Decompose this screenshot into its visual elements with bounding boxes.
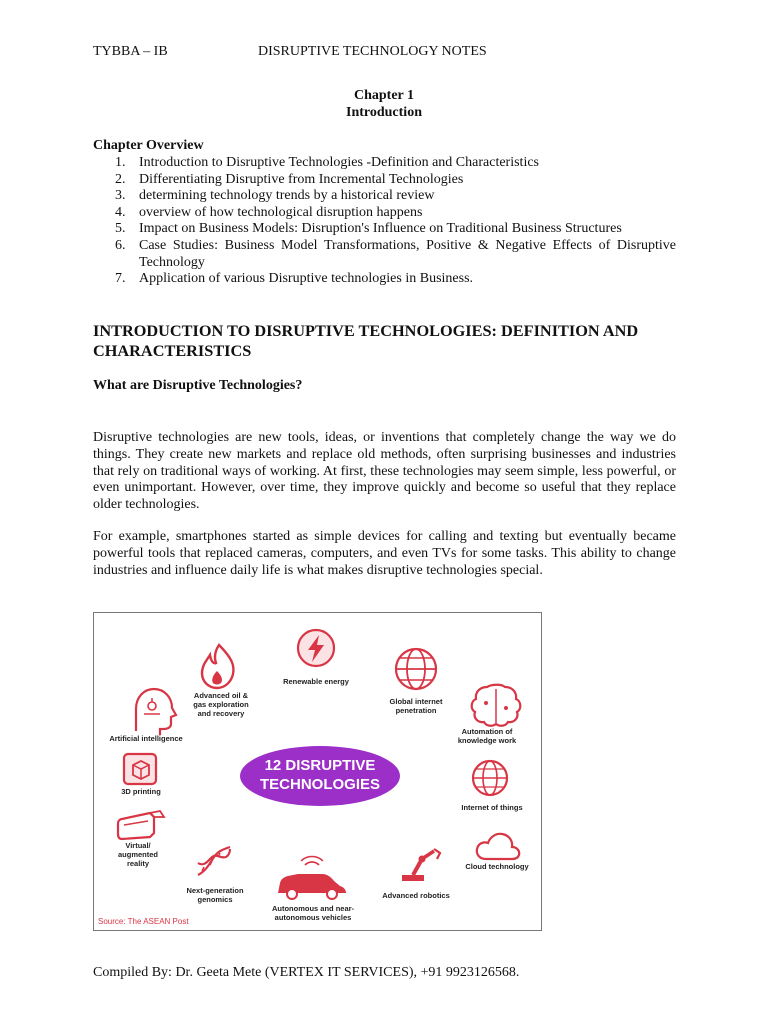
label-internet-1: Global internet [389, 697, 443, 706]
robot-head-icon [136, 689, 176, 735]
overview-item [93, 172, 676, 189]
chapter-title: Introduction [346, 105, 422, 120]
overview-item-text: determining technology trends by a historical review [139, 188, 435, 204]
label-vehicles-1: Autonomous and near- [271, 904, 355, 913]
figure-canvas [94, 613, 541, 930]
overview-item [93, 238, 676, 271]
label-vr-1: Virtual/ [125, 841, 151, 850]
iot-globe-icon [473, 761, 507, 795]
page-footer: Compiled By: Dr. Geeta Mete (VERTEX IT SERVICES), +91 9923126568. [93, 965, 520, 980]
overview-item-number: 3. [115, 188, 126, 204]
overview-item [93, 155, 676, 172]
overview-item-text: overview of how technological disruption happens [139, 204, 423, 220]
overview-item-text: Introduction to Disruptive Technologies -Definition and Characteristics [139, 155, 539, 170]
label-genomics-1: Next-generation [186, 886, 244, 895]
section-heading: INTRODUCTION TO DISRUPTIVE TECHNOLOGIES: DEFINITION AND CHARACTERISTICS [93, 321, 639, 360]
overview-item-text: Case Studies: Business Model Transformations, Positive & Negative Effects of Disruptive Technology [139, 237, 676, 270]
overview-item-text: Impact on Business Models: Disruption's Influence on Traditional Business Structures [139, 221, 622, 237]
overview-item-number: 7. [115, 271, 126, 287]
overview-item-number: 4. [115, 204, 126, 220]
chapter-overview-list [93, 155, 676, 288]
label-vr-2: augmented [117, 850, 159, 859]
overview-item-number: 6. [115, 237, 126, 253]
robot-arm-icon [402, 849, 440, 881]
cloud-icon [477, 834, 519, 859]
3d-printer-icon [124, 754, 156, 784]
flame-icon [202, 645, 233, 688]
overview-item [93, 188, 676, 205]
overview-item-text: Application of various Disruptive technologies in Business. [139, 271, 474, 287]
brain-icon [472, 685, 521, 726]
center-line2: TECHNOLOGIES [259, 776, 381, 793]
label-ai: Artificial intelligence [109, 734, 183, 743]
chapter-overview-title: Chapter Overview [93, 138, 204, 153]
disruptive-technologies-figure [93, 612, 542, 931]
paragraph-example: For example, smartphones started as simple devices for calling and texting but eventually became powerful tools that replaced cameras, computers, and even TVs for some tasks. This ability to change industries and influence daily life is what makes disruptive technologies special. [93, 529, 676, 578]
overview-item-number: 5. [115, 221, 126, 237]
label-oil-gas-2: gas exploration [193, 700, 249, 709]
section-subheading: What are Disruptive Technologies? [93, 378, 303, 393]
label-3d-printing: 3D printing [121, 787, 161, 796]
overview-item [93, 221, 676, 238]
dna-icon [198, 847, 230, 875]
figure-source: Source: The ASEAN Post [98, 917, 189, 926]
center-line1: 12 DISRUPTIVE [264, 757, 376, 774]
label-vehicles-2: autonomous vehicles [274, 913, 352, 922]
autonomous-car-icon [278, 857, 346, 900]
vr-headset-icon [118, 811, 164, 839]
overview-item-number: 2. [115, 171, 126, 187]
lightning-icon [298, 630, 334, 666]
globe-network-icon [396, 649, 436, 689]
label-automation-1: Automation of [461, 727, 513, 736]
label-genomics-2: genomics [197, 895, 233, 904]
label-cloud: Cloud technology [465, 862, 529, 871]
header-course: TYBBA – IB [93, 44, 168, 59]
label-oil-gas-1: Advanced oil & [193, 691, 249, 700]
label-iot: Internet of things [461, 803, 523, 812]
label-vr-3: reality [126, 859, 150, 868]
overview-item-text: Differentiating Disruptive from Incremental Technologies [139, 171, 464, 187]
label-robotics: Advanced robotics [382, 891, 450, 900]
paragraph-definition: Disruptive technologies are new tools, ideas, or inventions that completely change the way we do things. They create new markets and replace old methods, often surprising businesses and industries that rely on traditional ways of working. At first, these technologies may seem simple, less powerful, or even unimportant. However, over time, they improve quickly and become so useful that they replace older technologies. [93, 430, 676, 513]
overview-item [93, 205, 676, 222]
header-title: DISRUPTIVE TECHNOLOGY NOTES [258, 44, 487, 59]
label-internet-2: penetration [395, 706, 437, 715]
overview-item-number: 1. [115, 155, 126, 170]
label-oil-gas-3: and recovery [197, 709, 245, 718]
label-renewable-energy: Renewable energy [283, 677, 349, 686]
label-automation-2: knowledge work [457, 736, 517, 745]
overview-item [93, 271, 676, 288]
chapter-number: Chapter 1 [353, 88, 415, 103]
